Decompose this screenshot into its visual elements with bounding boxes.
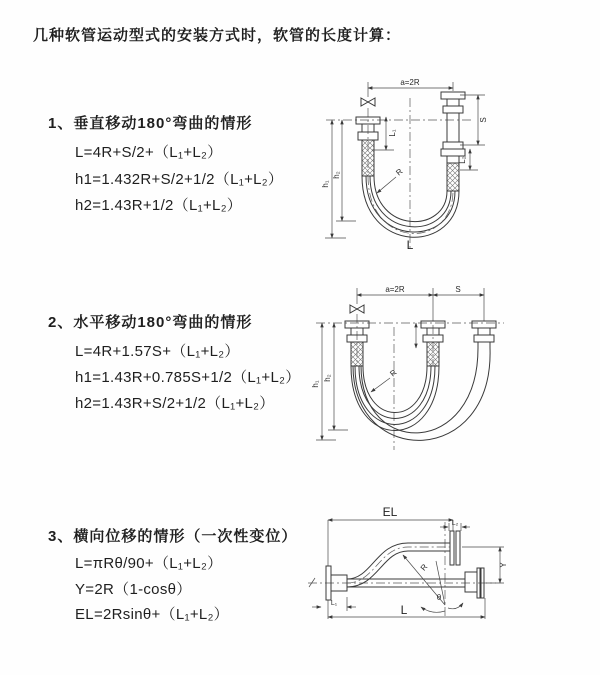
dim-a2r-label: a=2R bbox=[400, 78, 420, 87]
upper-flange bbox=[450, 531, 460, 565]
section-2-heading: 2、水平移动180°弯曲的情形 bbox=[48, 314, 253, 331]
dim-s-label: S bbox=[479, 117, 488, 123]
length-label: L bbox=[406, 238, 414, 252]
formula-3-el: EL=2Rsinθ+（L₁+L₂） bbox=[75, 606, 229, 623]
braided-hose bbox=[351, 342, 363, 366]
dim-l1 bbox=[372, 117, 397, 150]
diagram-horizontal-180 bbox=[308, 282, 598, 454]
formula-1-h1: h1=1.432R+S/2+1/2（L₁+L₂） bbox=[75, 171, 284, 188]
dim-l1-label: L₁ bbox=[388, 129, 397, 137]
section-1-heading: 1、垂直移动180°弯曲的情形 bbox=[48, 115, 253, 132]
valve-icon bbox=[350, 305, 364, 313]
dim-h2-label: h₂ bbox=[332, 171, 341, 179]
dim-el bbox=[328, 505, 453, 520]
right-flange-lower bbox=[441, 142, 465, 191]
centerline-break-mark bbox=[309, 578, 315, 587]
section-3-heading: 3、横向位移的情形（一次性变位） bbox=[48, 528, 298, 545]
dim-h1-label: h₁ bbox=[311, 380, 320, 388]
angle-label: θ bbox=[436, 593, 442, 602]
dim-a2r bbox=[357, 285, 433, 295]
formula-2-l: L=4R+1.57S+（L₁+L₂） bbox=[75, 343, 240, 360]
dim-h2-label: h₂ bbox=[323, 374, 332, 382]
valve-icon bbox=[361, 98, 375, 106]
formula-2-h2: h2=1.43R+S/2+1/2（L₁+L₂） bbox=[75, 395, 275, 412]
dim-l1-label: L₁ bbox=[330, 600, 338, 607]
formula-2-h1: h1=1.43R+0.785S+1/2（L₁+L₂） bbox=[75, 369, 301, 386]
dim-y-label: Y bbox=[499, 562, 508, 568]
right-flange-moved bbox=[472, 321, 496, 348]
formula-3-l: L=πRθ/90+（L₁+L₂） bbox=[75, 555, 223, 572]
dim-a2r bbox=[368, 78, 453, 88]
dim-h2 bbox=[332, 120, 356, 221]
dim-l2-label: L₂ bbox=[458, 156, 467, 164]
braided-hose bbox=[427, 342, 439, 366]
formula-1-l: L=4R+S/2+（L₁+L₂） bbox=[75, 144, 223, 161]
middle-flange bbox=[421, 321, 445, 366]
braided-hose bbox=[362, 140, 374, 176]
radius-label: R bbox=[418, 562, 430, 573]
diagram-vertical-180 bbox=[310, 78, 595, 258]
radius-label: R bbox=[394, 166, 405, 178]
dim-l2-label: L₂ bbox=[451, 520, 459, 527]
right-flange-upper bbox=[441, 92, 465, 142]
dim-y bbox=[499, 547, 508, 583]
dim-h2 bbox=[323, 323, 348, 430]
dim-l2 bbox=[458, 149, 478, 170]
hose-u-curves bbox=[362, 176, 459, 237]
diagram-lateral-displacement bbox=[300, 505, 600, 640]
left-flange bbox=[345, 321, 369, 366]
centerlines bbox=[316, 288, 504, 450]
dim-el-label: EL bbox=[382, 505, 398, 519]
dim-a2r-label: a=2R bbox=[385, 285, 405, 294]
radius-callout bbox=[377, 167, 405, 193]
dim-s-label: S bbox=[455, 285, 461, 294]
hose-s-curve bbox=[347, 543, 450, 587]
braided-hose bbox=[447, 163, 459, 191]
page-title: 几种软管运动型式的安装方式时，软管的长度计算： bbox=[33, 27, 402, 44]
formula-3-y: Y=2R（1-cosθ） bbox=[75, 581, 192, 598]
dim-l2 bbox=[440, 520, 470, 531]
angle-callout bbox=[421, 593, 463, 612]
dim-h1-label: h₁ bbox=[321, 180, 330, 188]
dim-l-label: L bbox=[400, 603, 408, 617]
dim-s bbox=[433, 285, 484, 295]
dim-l1 bbox=[312, 597, 356, 611]
radius-callout bbox=[371, 368, 399, 392]
radius-label: R bbox=[388, 367, 399, 379]
formula-1-h2: h2=1.43R+1/2（L₁+L₂） bbox=[75, 197, 243, 214]
